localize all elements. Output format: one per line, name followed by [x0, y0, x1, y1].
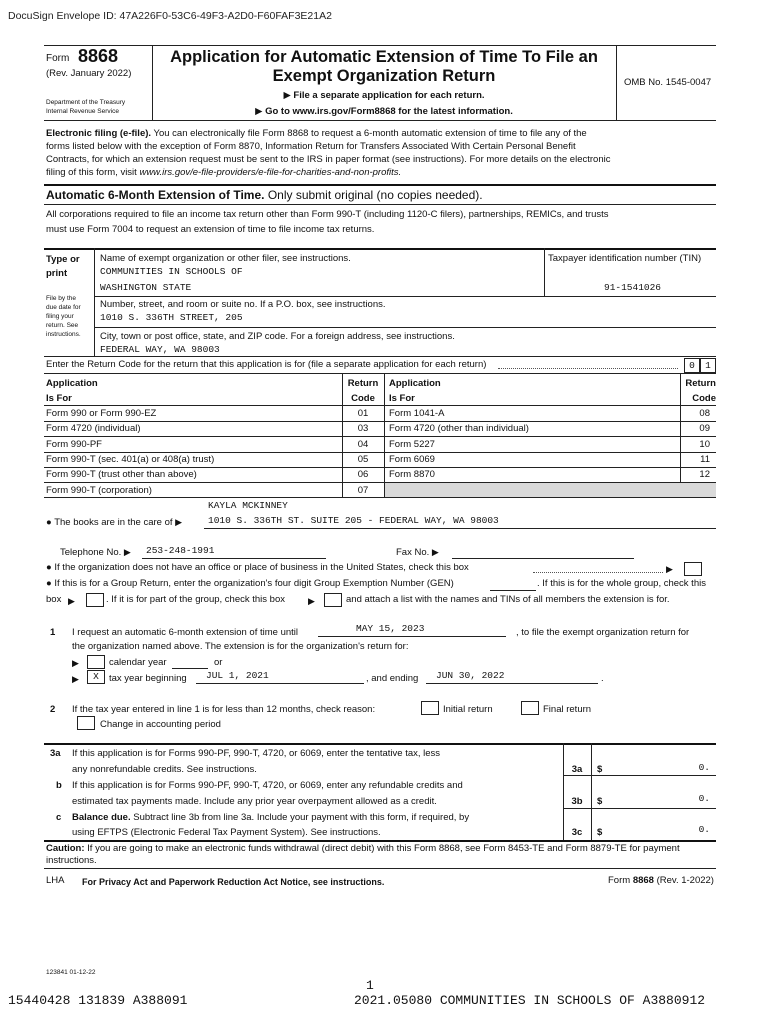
tax-year-end[interactable]: JUN 30, 2022 [436, 670, 505, 681]
city-label: City, town or post office, state, and ZIP code. For a foreign address, see instructions. [100, 331, 455, 342]
tin-value[interactable]: 91-1541026 [604, 282, 662, 293]
app-row-code: 11 [700, 454, 710, 465]
print-label: print [46, 268, 68, 279]
auto-rule [44, 204, 716, 205]
auto-extension-heading: Automatic 6-Month Extension of Time. Only submit original (no copies needed). [46, 188, 483, 202]
app-row-code: 06 [357, 469, 369, 480]
apps-row-rule-4 [44, 467, 716, 468]
efile-line2: forms listed below with the exception of Form 8870, Information Return for Transfers Associated With Certain Personal Benefit [46, 141, 576, 152]
arrow-right-icon: ▶ [72, 658, 79, 668]
omb-number: OMB No. 1545-0047 [624, 77, 712, 88]
line3b-amount[interactable]: 0. [698, 793, 710, 804]
form-label: Form [46, 53, 70, 64]
line1-text-a: I request an automatic 6-month extension of time until [72, 627, 299, 638]
app-row-name: Form 990-T (trust other than above) [46, 469, 197, 480]
line2-number: 2 [50, 704, 56, 715]
final-return-checkbox[interactable] [521, 701, 539, 715]
line3-col-1 [563, 743, 564, 840]
no-office-checkbox[interactable] [684, 562, 702, 576]
dept-treasury: Department of the Treasury [46, 99, 126, 106]
app-row-name: Form 1041-A [389, 408, 445, 419]
efile-line3: Contracts, for which an extension request must be sent to the IRS in paper format (see instructions). For more details on the electronic [46, 154, 611, 165]
apps-row-rule-1 [44, 421, 716, 422]
bullet-icon: ● [46, 517, 55, 528]
app-row-code: 08 [699, 408, 710, 419]
app-row-name: Form 990-T (sec. 401(a) or 408(a) trust) [46, 454, 215, 465]
part-group-checkbox[interactable] [324, 593, 342, 607]
caution-rule [44, 868, 716, 869]
line3a-amount[interactable]: 0. [698, 762, 710, 773]
form-title-line1: Application for Automatic Extension of Time To File an [170, 48, 598, 66]
privacy-notice: For Privacy Act and Paperwork Reduction Act Notice, see instructions. [82, 877, 385, 887]
telephone-underline [142, 558, 326, 559]
page-number: 1 [366, 978, 374, 993]
line3c-label: 3c [571, 827, 583, 838]
auto-line2: must use Form 7004 to request an extension of time to file income tax returns. [46, 224, 375, 235]
auto-line1: All corporations required to file an income tax return other than Form 990-T (including 1120-C filers), partnerships, REMICs, and trusts [46, 209, 609, 220]
app-row-name: Form 990 or Form 990-EZ [46, 408, 157, 419]
side-note-2: due date for [46, 304, 81, 311]
org-row-rule-1 [94, 296, 716, 297]
envelope-id: DocuSign Envelope ID: 47A226F0-53C6-49F3-A2D0-F60FAF3E21A2 [8, 10, 332, 22]
accounting-change-label: Change in accounting period [100, 719, 221, 730]
whole-group-checkbox[interactable] [86, 593, 104, 607]
tax-year-end-underline [426, 683, 598, 684]
org-row-rule-2 [94, 327, 716, 328]
line3c-number: c [56, 812, 62, 823]
line3b-number: b [56, 780, 62, 791]
calendar-year-label: calendar year [109, 657, 167, 668]
group-box-label: box [46, 594, 62, 605]
line1-text-c: the organization named above. The extension is for the organization's return for: [72, 641, 409, 652]
line3-row-rule-b [563, 808, 716, 809]
books-address-underline [204, 528, 716, 529]
line1-number: 1 [50, 627, 56, 638]
bullet-icon: ● [46, 578, 55, 589]
app-row-name: Form 990-PF [46, 439, 102, 450]
apps-col-2 [384, 373, 385, 497]
line3b-dollar: $ [597, 796, 603, 807]
bottom-left-code: 15440428 131839 A388091 [8, 993, 188, 1008]
initial-return-checkbox[interactable] [421, 701, 439, 715]
app-row-code: 01 [357, 408, 369, 419]
no-office-leader [533, 572, 663, 573]
line3b-text-2: estimated tax payments made. Include any prior year overpayment allowed as a credit. [72, 796, 437, 807]
fax-label: Fax No. ▶ [396, 547, 439, 558]
section-rule [44, 184, 716, 186]
tax-year-end-label: , and ending [366, 673, 419, 684]
accounting-change-checkbox[interactable] [77, 716, 95, 730]
gen-input[interactable] [490, 590, 536, 591]
side-note-5: instructions. [46, 331, 81, 338]
header-bottom-rule [44, 120, 716, 121]
apps-head-application-left: Application [46, 378, 98, 389]
arrow-right-icon: ▶ [68, 596, 75, 606]
apps-head-return-left: Return [347, 378, 379, 389]
org-top-rule [44, 248, 716, 250]
calendar-year-input[interactable] [172, 668, 208, 669]
line3a-label: 3a [571, 764, 583, 775]
arrow-right-icon: ▶ [666, 564, 673, 574]
arrow-right-icon: ▶ [123, 547, 131, 557]
return-code-digit-2[interactable]: 1 [700, 358, 716, 373]
arrow-right-icon: ▶ [431, 547, 439, 557]
form-title-line2: Exempt Organization Return [272, 67, 496, 85]
group-return-text: ● If this is for a Group Return, enter the organization's four digit Group Exemption Number (GEN) [46, 578, 454, 589]
line3a-number: 3a [50, 748, 61, 759]
extension-date-underline [318, 636, 506, 637]
instruction-separate: ▶ File a separate application for each return. [283, 90, 485, 101]
form-number: 8868 [78, 46, 119, 66]
app-row-name: Form 8870 [389, 469, 435, 480]
apps-head-return-right: Return [685, 378, 716, 389]
extension-date[interactable]: MAY 15, 2023 [356, 623, 425, 634]
form-revision: (Rev. January 2022) [46, 68, 132, 79]
line3b-label: 3b [571, 796, 583, 807]
group-part-text: . If it is for part of the group, check this box [106, 594, 286, 605]
caution-line2: instructions. [46, 855, 97, 866]
app-row-code: 12 [699, 469, 710, 480]
apps-empty-cell [385, 483, 716, 497]
app-row-code: 04 [357, 439, 369, 450]
street-value[interactable]: 1010 S. 336TH STREET, 205 [100, 312, 243, 323]
calendar-year-checkbox[interactable] [87, 655, 105, 669]
form-reference: Form 8868 (Rev. 1-2022) [608, 875, 714, 886]
final-return-label: Final return [543, 704, 592, 715]
line3c-text-2: using EFTPS (Electronic Federal Tax Payment System). See instructions. [72, 827, 381, 838]
apps-row-rule-6 [44, 497, 716, 498]
arrow-right-icon: ▶ [283, 90, 294, 101]
line3c-amount[interactable]: 0. [698, 824, 710, 835]
line3-spacer [44, 776, 563, 777]
irs-label: Internal Revenue Service [46, 108, 119, 115]
books-care-label: ● The books are in the care of ▶ [46, 517, 183, 528]
form-code: 123841 01-12-22 [46, 969, 96, 976]
efile-line1: Electronic filing (e-file). You can electronically file Form 8868 to request a 6-month automatic extension of time to file any of the [46, 128, 587, 139]
arrow-right-icon: ▶ [72, 674, 79, 684]
line3-col-2 [591, 743, 592, 840]
app-row-code: 10 [699, 439, 710, 450]
group-whole-text: . If this is for the whole group, check this [537, 578, 706, 589]
initial-return-label: Initial return [443, 704, 493, 715]
apps-head-isfor-right: Is For [389, 393, 415, 404]
app-row-name: Form 5227 [389, 439, 435, 450]
app-row-name: Form 990-T (corporation) [46, 485, 152, 496]
arrow-right-icon: ▶ [175, 517, 183, 527]
line3a-text-2: any nonrefundable credits. See instructions. [72, 764, 257, 775]
app-row-name: Form 4720 (other than individual) [389, 423, 529, 434]
line1-or: or [214, 657, 223, 668]
return-code-leader [498, 368, 678, 369]
lha-label: LHA [46, 875, 65, 886]
side-note-4: return. See [46, 322, 79, 329]
org-name-line2[interactable]: WASHINGTON STATE [100, 282, 192, 293]
fax-input[interactable] [452, 558, 634, 559]
side-note-3: filing your [46, 313, 74, 320]
apps-row-rule-3 [44, 452, 716, 453]
line1-period: . [601, 673, 604, 684]
org-left-divider [94, 248, 95, 356]
arrow-right-icon: ▶ [308, 596, 315, 606]
books-care-name[interactable]: KAYLA MCKINNEY [208, 500, 288, 511]
books-address[interactable]: 1010 S. 336TH ST. SUITE 205 - FEDERAL WAY, WA 98003 [208, 515, 499, 526]
app-row-code: 09 [699, 423, 710, 434]
app-row-name: Form 4720 (individual) [46, 423, 141, 434]
group-attach-text: and attach a list with the names and TINs of all members the extension is for. [346, 594, 670, 605]
efile-link[interactable]: www.irs.gov/e-file-providers/e-file-for-charities-and-non-profits. [139, 167, 402, 178]
org-name-line1[interactable]: COMMUNITIES IN SCHOOLS OF [100, 266, 243, 277]
apps-row-rule-2 [44, 436, 716, 437]
app-row-code: 05 [357, 454, 369, 465]
telephone-label: Telephone No. ▶ [60, 547, 131, 558]
line3-top-rule [44, 743, 716, 745]
caution-line1: Caution: If you are going to make an electronic funds withdrawal (direct debit) with this Form 8868, see Form 8453-TE and Form 8879-TE for payment [46, 843, 680, 854]
app-row-name: Form 6069 [389, 454, 435, 465]
tax-year-label: tax year beginning [109, 673, 187, 684]
line3c-text-1: Balance due. Subtract line 3b from line 3a. Include your payment with this form, if required, by [72, 812, 470, 823]
city-value[interactable]: FEDERAL WAY, WA 98003 [100, 344, 220, 355]
bottom-right-code: 2021.05080 COMMUNITIES IN SCHOOLS OF A3880912 [354, 993, 706, 1008]
line3a-text-1: If this application is for Forms 990-PF, 990-T, 4720, or 6069, enter the tentative tax, less [72, 748, 441, 759]
arrow-right-icon: ▶ [255, 106, 266, 117]
instruction-website: ▶ Go to www.irs.gov/Form8868 for the latest information. [255, 106, 513, 117]
no-office-text: ● If the organization does not have an office or place of business in the United States, check this box [46, 562, 469, 573]
tin-divider [544, 248, 545, 296]
tax-year-begin-underline [196, 683, 364, 684]
line3c-dollar: $ [597, 827, 603, 838]
apps-row-rule-0 [44, 405, 716, 406]
org-name-label: Name of exempt organization or other filer, see instructions. [100, 253, 351, 264]
tax-year-begin[interactable]: JUL 1, 2021 [206, 670, 269, 681]
efile-lead: Electronic filing (e-file). [46, 128, 152, 139]
apps-head-application-right: Application [389, 378, 441, 389]
line3-bottom-rule [44, 840, 716, 842]
apps-top-rule [44, 373, 716, 374]
return-code-prompt: Enter the Return Code for the return that this application is for (file a separate application for each return) [46, 359, 487, 370]
line3a-dollar: $ [597, 764, 603, 775]
org-bottom-rule [44, 356, 716, 357]
type-or-label: Type or [46, 254, 80, 265]
app-row-code: 07 [357, 485, 369, 496]
return-code-digit-1[interactable]: 0 [684, 358, 700, 373]
telephone-value[interactable]: 253-248-1991 [146, 545, 215, 556]
line3b-text-1: If this application is for Forms 990-PF, 990-T, 4720, or 6069, enter any refundable credits and [72, 780, 463, 791]
apps-head-isfor-left: Is For [46, 393, 72, 404]
apps-head-code-right: Code [692, 393, 716, 404]
line1-text-b: , to file the exempt organization return for [516, 627, 690, 638]
tin-label: Taxpayer identification number (TIN) [548, 253, 702, 264]
side-note-1: File by the [46, 295, 76, 302]
line2-text: If the tax year entered in line 1 is for less than 12 months, check reason: [72, 704, 376, 715]
efile-line4: filing of this form, visit www.irs.gov/e-file-providers/e-file-for-charities-and-non-profits. [46, 167, 402, 178]
app-row-code: 03 [357, 423, 369, 434]
apps-head-code-left: Code [351, 393, 375, 404]
bullet-icon: ● [46, 562, 55, 573]
street-label: Number, street, and room or suite no. If a P.O. box, see instructions. [100, 299, 386, 310]
tax-year-checkbox[interactable]: X [87, 670, 105, 684]
header-divider-right [616, 45, 617, 120]
